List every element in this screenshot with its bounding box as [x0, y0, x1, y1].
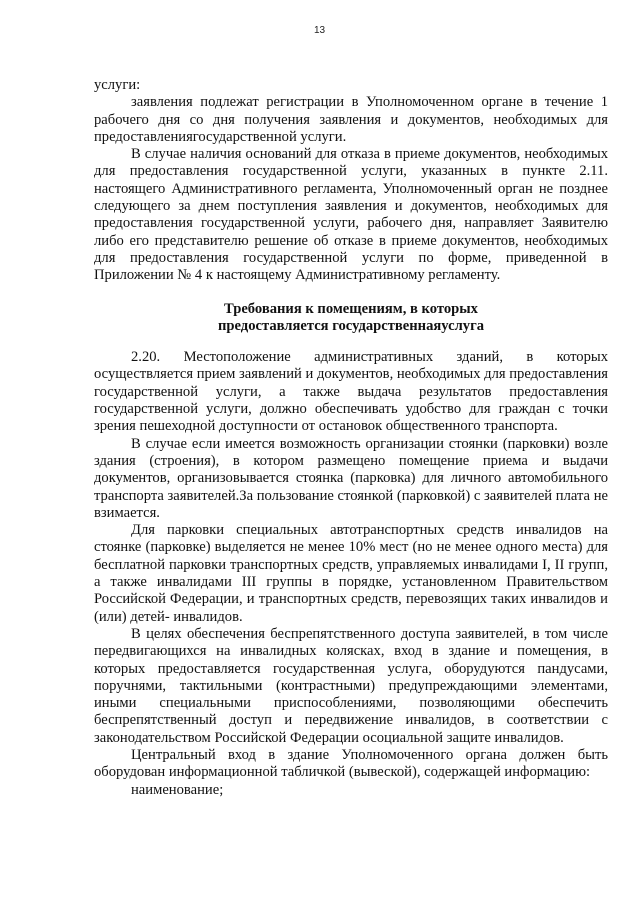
section-heading-line-2: предоставляется государственнаяуслуга: [218, 317, 484, 334]
page-number: 13: [313, 25, 326, 36]
paragraph-parking: В случае если имеется возможность организации стоянки (парковки) возле здания (строения), в котором размещено помещение приема и выдачи документов, организовывается стоянка (парковка) для личного автомобильного транспорта заявителей.За пользование стоянкой (парковкой) с заявителей плата не взимается.: [94, 435, 608, 521]
paragraph-disabled-parking: Для парковки специальных автотранспортных средств инвалидов на стоянке (парковке) выделяется не менее 10% мест (но не менее одного места) для бесплатной парковки транспортных средств, управляемых инвалидами I, II групп, а также инвалидами III группы в порядке, установленном Правительством Российской Федерации, и транспортных средств, перевозящих таких инвалидов и (или) детей- инвалидов.: [94, 522, 608, 625]
paragraph-name-item: наименование;: [131, 781, 224, 798]
paragraph-accessibility: В целях обеспечения беспрепятственного доступа заявителей, в том числе передвигающихся на инвалидных колясках, вход в здание и помещения, в которых предоставляется государственная услуга, оборудуются пандусами, поручнями, тактильными (контрастными) предупреждающими элементами, иными специальными приспособлениями, позволяющими обеспечить беспрепятственный доступ и передвижение инвалидов, в соответствии с законодательством Российской Федерации осоциальной защите инвалидов.: [94, 625, 608, 746]
paragraph-registration: заявления подлежат регистрации в Уполномоченном органе в течение 1 рабочего дня со дня получения заявления и документов, необходимых для предоставлениягосударственной услуги.: [94, 94, 608, 145]
paragraph-entrance: Центральный вход в здание Уполномоченного органа должен быть оборудован информационной табличкой (вывеской), содержащей информацию:: [94, 746, 608, 781]
paragraph-continuation: услуги:: [94, 77, 141, 93]
paragraph-location: 2.20. Местоположение административных зданий, в которых осуществляется прием заявлений и документов, необходимых для предоставления государственной услуги, а также выдача результатов предоставления государственной услуги, должно обеспечивать удобство для граждан с точки зрения пешеходной доступности от остановок общественного транспорта.: [94, 349, 609, 435]
paragraph-refusal: В случае наличия оснований для отказа в приеме документов, необходимых для предоставления государственной услуги, указанных в пункте 2.11. настоящего Административного регламента, Уполномоченный орган не позднее следующего за днем поступления заявления и документов, необходимых для предоставления государственной услуги, рабочего дня, направляет Заявителю либо его представителю решение об отказе в приеме документов, необходимых для предоставления государственной услуги по форме, приведенной в Приложении № 4 к настоящему Административному регламенту.: [94, 146, 608, 284]
section-heading: [94, 301, 608, 336]
section-heading-line-1: Требования к помещениям, в которых: [224, 300, 478, 317]
document-body: [94, 77, 608, 799]
